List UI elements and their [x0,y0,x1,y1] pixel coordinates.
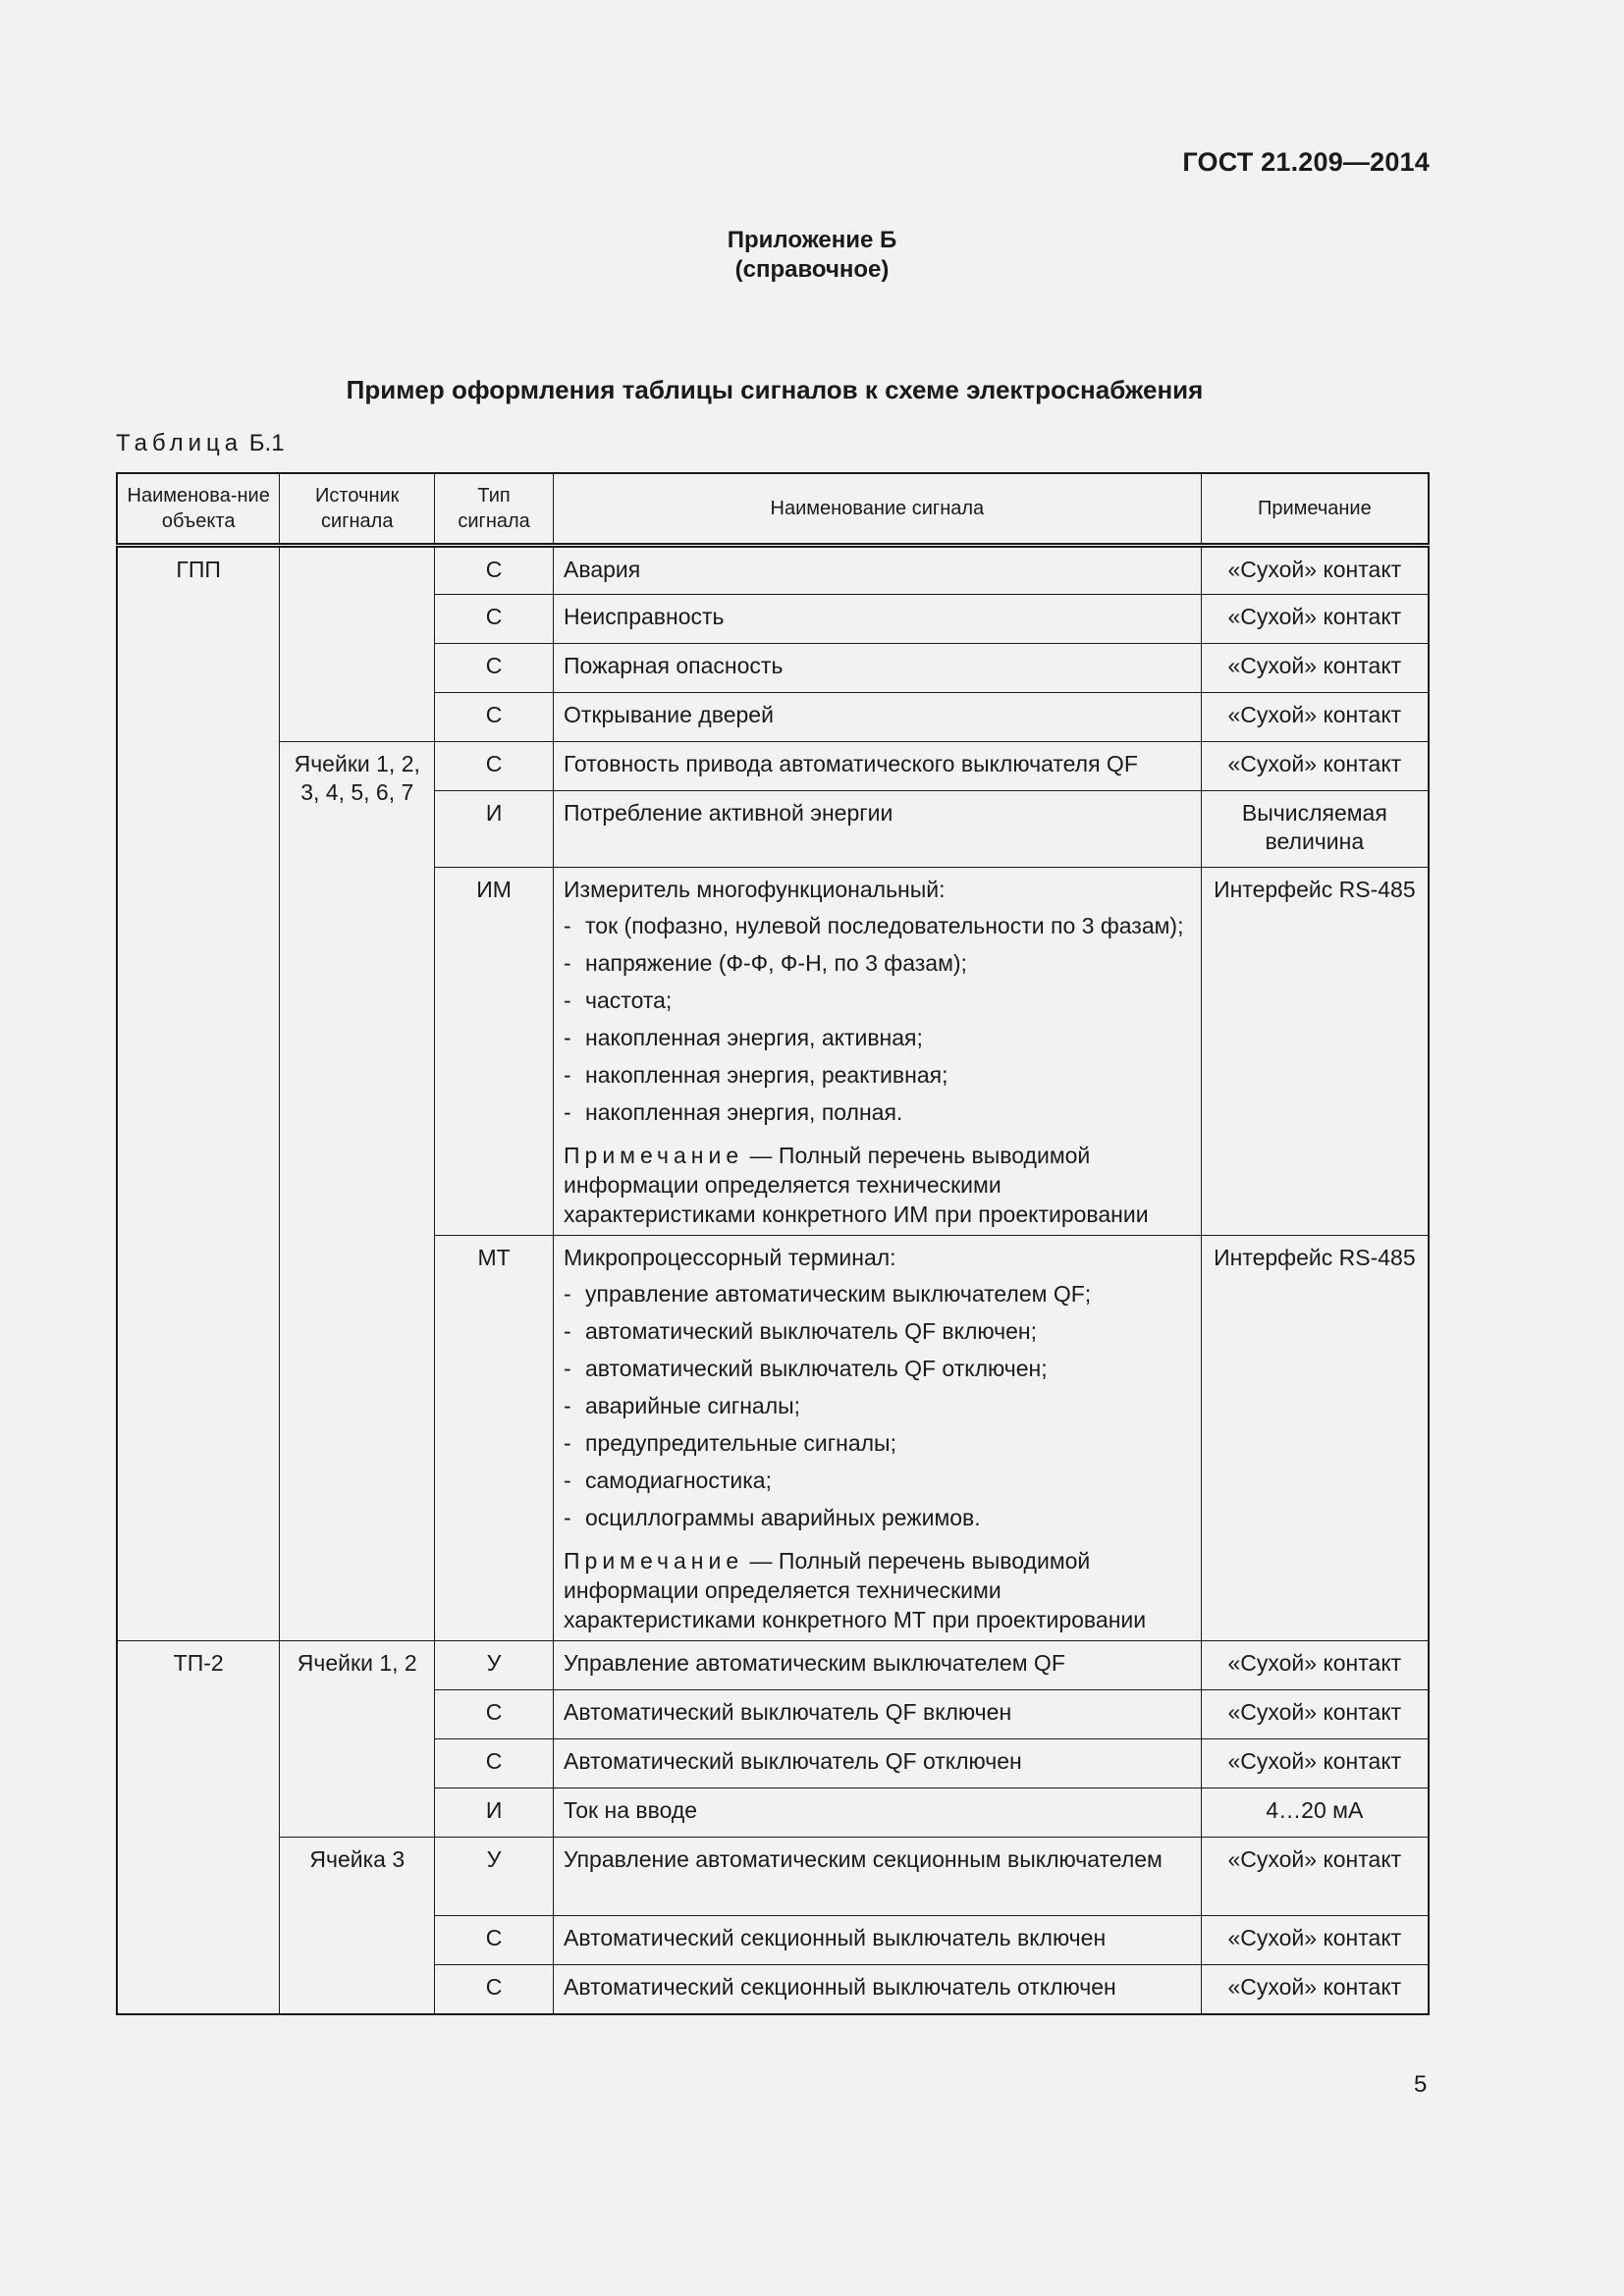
signal-type: С [435,595,554,644]
signal-type: С [435,1690,554,1739]
signal-note: 4…20 мА [1201,1789,1429,1838]
table-row [117,546,1429,595]
signal-name: Автоматический секционный выключатель отключен [554,1965,1202,2014]
inline-note-label: Примечание [564,1143,744,1168]
signal-note: «Сухой» контакт [1201,1690,1429,1739]
signal-name: Управление автоматическим секционным выключателем [554,1838,1202,1916]
signal-note: «Сухой» контакт [1201,1739,1429,1789]
signal-note: «Сухой» контакт [1201,1916,1429,1965]
inline-note-text: — Полный перечень выводимой информации определяется техническими характеристиками конкретного ИМ при проектировании [564,1143,1149,1227]
header-signal-name: Наименование сигнала [554,473,1202,546]
signal-note: «Сухой» контакт [1201,1838,1429,1916]
list-item: - накопленная энергия, полная. [564,1098,1191,1127]
signal-note: «Сухой» контакт [1201,595,1429,644]
inline-note-text: — Полный перечень выводимой информации определяется техническими характеристиками конкретного МТ при проектировании [564,1548,1147,1632]
signal-name: Открывание дверей [554,693,1202,742]
signal-name: Ток на вводе [554,1789,1202,1838]
appendix-subtitle: (справочное) [734,256,890,283]
table-label [116,430,285,457]
object-cell: ГПП [117,546,280,1641]
signal-note: «Сухой» контакт [1201,1641,1429,1690]
list-item: - ток (пофазно, нулевой последовательности по 3 фазам); [564,912,1191,940]
signal-type: И [435,791,554,868]
signal-type: С [435,546,554,595]
signal-type: С [435,1739,554,1789]
list-item: - предупредительные сигналы; [564,1429,1191,1458]
signal-type: С [435,742,554,791]
source-cell: Ячейки 1, 2, 3, 4, 5, 6, 7 [280,742,435,1641]
list-item: - частота; [564,987,1191,1015]
header-type: Тип сигнала [435,473,554,546]
signal-note: «Сухой» контакт [1201,1965,1429,2014]
table-row [117,1838,1429,1916]
appendix-title: Приложение Б [727,227,897,253]
object-cell: ТП-2 [117,1641,280,2014]
inline-note [564,1141,1191,1229]
list-item: - напряжение (Ф-Ф, Ф-Н, по 3 фазам); [564,949,1191,978]
signal-name: Готовность привода автоматического выключателя QF [554,742,1202,791]
signal-type: У [435,1641,554,1690]
signal-note: Интерфейс RS-485 [1201,868,1429,1236]
table-row [117,1641,1429,1690]
signal-name-block [554,1236,1202,1641]
signal-name: Измеритель многофункциональный: [564,877,946,902]
signal-item-list [564,1280,1191,1532]
signal-type: И [435,1789,554,1838]
table-row [117,742,1429,791]
appendix-heading [0,226,1624,285]
list-item: - накопленная энергия, реактивная; [564,1061,1191,1090]
header-note: Примечание [1201,473,1429,546]
source-cell-empty [280,546,435,742]
signal-item-list [564,912,1191,1127]
list-item: - автоматический выключатель QF отключен; [564,1355,1191,1383]
signal-name: Автоматический секционный выключатель включен [554,1916,1202,1965]
signal-note: «Сухой» контакт [1201,742,1429,791]
signal-name: Управление автоматическим выключателем QF [554,1641,1202,1690]
signal-type: МТ [435,1236,554,1641]
list-item: - автоматический выключатель QF включен; [564,1317,1191,1346]
list-item: - аварийные сигналы; [564,1392,1191,1420]
signals-table [116,472,1430,2015]
table-label-number: Б.1 [248,430,285,456]
document-code: ГОСТ 21.209—2014 [1182,147,1430,177]
signal-type: С [435,1965,554,2014]
source-cell: Ячейки 1, 2 [280,1641,435,1838]
table-label-prefix: Таблица [116,430,244,456]
source-cell: Ячейка 3 [280,1838,435,2014]
signal-type: С [435,1916,554,1965]
signal-note: Вычисляемая величина [1201,791,1429,868]
inline-note-label: Примечание [564,1548,744,1574]
signal-name: Пожарная опасность [554,644,1202,693]
list-item: - осциллограммы аварийных режимов. [564,1504,1191,1532]
signal-note: Интерфейс RS-485 [1201,1236,1429,1641]
section-title: Пример оформления таблицы сигналов к схеме электроснабжения [346,375,1204,404]
signal-type: ИМ [435,868,554,1236]
list-item: - управление автоматическим выключателем QF; [564,1280,1191,1308]
list-item: - накопленная энергия, активная; [564,1024,1191,1052]
signal-note: «Сухой» контакт [1201,644,1429,693]
signal-note: «Сухой» контакт [1201,693,1429,742]
signal-name: Потребление активной энергии [554,791,1202,868]
signal-type: У [435,1838,554,1916]
header-object: Наименова-ние объекта [117,473,280,546]
signal-type: С [435,644,554,693]
signal-name: Неисправность [554,595,1202,644]
signal-name: Автоматический выключатель QF отключен [554,1739,1202,1789]
page-number: 5 [1414,2071,1428,2098]
signal-name: Автоматический выключатель QF включен [554,1690,1202,1739]
table-header-row [117,473,1429,546]
signal-note: «Сухой» контакт [1201,546,1429,595]
list-item: - самодиагностика; [564,1467,1191,1495]
signal-type: С [435,693,554,742]
inline-note [564,1546,1191,1634]
header-source: Источник сигнала [280,473,435,546]
signal-name-block [554,868,1202,1236]
signal-name: Авария [554,546,1202,595]
signal-name: Микропроцессорный терминал: [564,1245,896,1270]
